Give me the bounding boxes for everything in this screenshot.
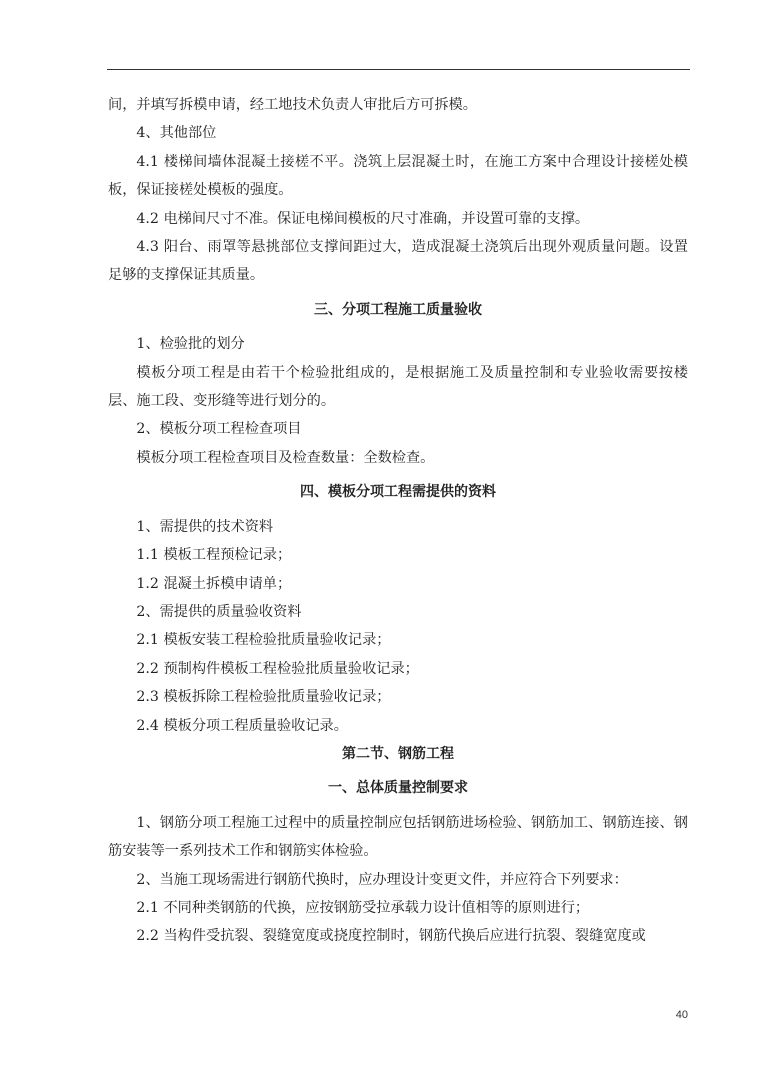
- section-heading: 第二节、钢筋工程: [342, 745, 454, 762]
- paragraph: 4.2 电梯间尺寸不准。保证电梯间模板的尺寸准确，并设置可靠的支撑。: [136, 210, 590, 227]
- paragraph: 2.1 模板安装工程检验批质量验收记录；: [136, 632, 391, 649]
- paragraph: 1.2 混凝土拆模申请单；: [136, 575, 292, 592]
- page-number: 40: [675, 1009, 688, 1021]
- paragraph: 模板分项工程检查项目及检查数量：全数检查。: [136, 449, 435, 466]
- paragraph: 2.4 模板分项工程质量验收记录。: [136, 717, 348, 734]
- paragraph: 4.1 楼梯间墙体混凝土接槎不平。浇筑上层混凝土时，在施工方案中合理设计接槎处模板，保证接槎处模板的强度。: [108, 153, 688, 199]
- paragraph: 4、其他部位: [136, 125, 217, 142]
- paragraph: 2、模板分项工程检查项目: [136, 421, 302, 438]
- section-heading: 一、总体质量控制要求: [328, 780, 468, 797]
- paragraph: 1、钢筋分项工程施工过程中的质量控制应包括钢筋进场检验、钢筋加工、钢筋连接、钢筋安装等一系列技术工作和钢筋实体检验。: [108, 814, 688, 860]
- paragraph: 1.1 模板工程预检记录；: [136, 547, 292, 564]
- paragraph: 间，并填写拆模申请，经工地技术负责人审批后方可拆模。: [108, 97, 477, 113]
- paragraph: 2.2 当构件受抗裂、裂缝宽度或挠度控制时，钢筋代换后应进行抗裂、裂缝宽度或: [136, 928, 646, 945]
- paragraph: 2.2 预制构件模板工程检验批质量验收记录；: [136, 660, 419, 677]
- section-heading: 三、分项工程施工质量验收: [314, 301, 482, 318]
- document-body: [108, 91, 688, 951]
- paragraph: 2、需提供的质量验收资料: [136, 603, 302, 620]
- paragraph: 2.1 不同种类钢筋的代换，应按钢筋受拉承载力设计值相等的原则进行；: [136, 899, 590, 916]
- paragraph: 4.3 阳台、雨罩等悬挑部位支撑间距过大，造成混凝土浇筑后出现外观质量问题。设置足够的支撑保证其质量。: [108, 239, 688, 284]
- paragraph: 模板分项工程是由若干个检验批组成的，是根据施工及质量控制和专业验收需要按楼层、施工段、变形缝等进行划分的。: [108, 364, 688, 410]
- paragraph: 2、当施工现场需进行钢筋代换时，应办理设计变更文件，并应符合下列要求：: [136, 871, 628, 888]
- paragraph: 1、检验批的划分: [136, 336, 245, 353]
- paragraph: 2.3 模板拆除工程检验批质量验收记录；: [136, 689, 391, 706]
- header-rule: [107, 69, 690, 70]
- section-heading: 四、模板分项工程需提供的资料: [300, 484, 496, 501]
- paragraph: 1、需提供的技术资料: [136, 518, 274, 535]
